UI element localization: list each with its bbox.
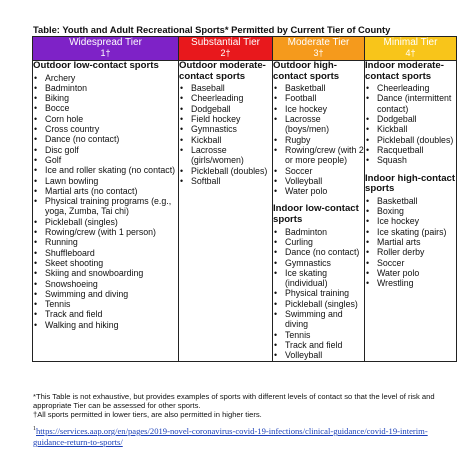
tier-body-row (33, 61, 457, 362)
sport-item: • Walking and hiking (33, 320, 178, 330)
sport-item: • Kickball (179, 135, 272, 145)
sport-item: • Ice skating (individual) (273, 268, 364, 289)
sport-item: • Pickleball (singles) (33, 217, 178, 227)
sport-item: • Basketball (365, 196, 456, 206)
sport-item: • Curling (273, 237, 364, 247)
footnote-lower-tiers: †All sports permitted in lower tiers, are also permitted in higher tiers. (33, 410, 262, 419)
sport-list (273, 83, 364, 196)
tier-table (32, 36, 457, 362)
tier-header-moderate (273, 37, 365, 61)
sport-item: • Snowshoeing (33, 279, 178, 289)
section-heading: Outdoor high-contact sports (273, 60, 340, 82)
tier-name: Moderate Tier (287, 37, 350, 48)
tier-name: Widespread Tier (69, 37, 142, 48)
sport-item: • Softball (179, 176, 272, 186)
footnotes (33, 392, 453, 419)
sport-item: • Pickleball (doubles) (179, 166, 272, 176)
sport-item: • Disc golf (33, 145, 178, 155)
sport-item: • Pickleball (singles) (273, 299, 364, 309)
sport-item: • Shuffleboard (33, 248, 178, 258)
sport-list (365, 196, 456, 289)
sport-item: • Ice skating (pairs) (365, 227, 456, 237)
sport-item: • Dance (intermittent contact) (365, 93, 456, 114)
sport-item: • Pickleball (doubles) (365, 135, 456, 145)
citation-marker: 1 (33, 426, 36, 432)
sport-item: • Baseball (179, 83, 272, 93)
sport-list (273, 227, 364, 361)
sport-item: • Biking (33, 93, 178, 103)
sport-item: • Track and field (273, 340, 364, 350)
tier-marker: 1† (100, 48, 111, 58)
sport-item: • Kickball (365, 124, 456, 134)
sport-item: • Golf (33, 155, 178, 165)
sport-item: • Badminton (273, 227, 364, 237)
sport-item: • Corn hole (33, 114, 178, 124)
section-heading: Indoor moderate-contact sports (365, 60, 444, 82)
tier-name: Substantial Tier (191, 37, 260, 48)
sport-item: • Tennis (273, 330, 364, 340)
sport-item: • Running (33, 237, 178, 247)
sport-item: • Basketball (273, 83, 364, 93)
sport-item: • Wrestling (365, 278, 456, 288)
tier-header-minimal (365, 37, 457, 61)
sport-item: • Lacrosse (girls/women) (179, 145, 272, 166)
sport-item: • Soccer (273, 166, 364, 176)
sport-item: • Volleyball (273, 350, 364, 360)
sport-item: • Physical training (273, 288, 364, 298)
section-heading: Outdoor low-contact sports (33, 60, 159, 71)
sport-item: • Squash (365, 155, 456, 165)
sport-item: • Archery (33, 73, 178, 83)
sport-item: • Lacrosse (boys/men) (273, 114, 364, 135)
tier-marker: 2† (220, 48, 231, 58)
sport-item: • Dodgeball (365, 114, 456, 124)
sport-item: • Swimming and diving (33, 289, 178, 299)
sport-item: • Soccer (365, 258, 456, 268)
sport-item: • Ice hockey (365, 216, 456, 226)
sport-item: • Martial arts (no contact) (33, 186, 178, 196)
sport-item: • Martial arts (365, 237, 456, 247)
section-heading: Outdoor moderate-contact sports (179, 60, 266, 82)
sport-item: • Dance (no contact) (273, 247, 364, 257)
sport-item: • Swimming and diving (273, 309, 364, 330)
sport-item: • Football (273, 93, 364, 103)
tier-header-row (33, 37, 457, 61)
sport-item: • Cheerleading (365, 83, 456, 93)
sport-item: • Badminton (33, 83, 178, 93)
tier-column-moderate (273, 61, 365, 362)
table-title: Table: Youth and Adult Recreational Sports* Permitted by Current Tier of County (33, 24, 391, 35)
tier-marker: 3† (313, 48, 324, 58)
sport-item: • Roller derby (365, 247, 456, 257)
sport-item: • Track and field (33, 309, 178, 319)
sport-item: • Skiing and snowboarding (33, 268, 178, 278)
sport-item: • Gymnastics (179, 124, 272, 134)
tier-column-widespread (33, 61, 179, 362)
sport-list (33, 73, 178, 330)
sport-item: • Ice and roller skating (no contact) (33, 165, 178, 175)
sport-item: • Field hockey (179, 114, 272, 124)
tier-column-substantial (179, 61, 273, 362)
sport-item: • Gymnastics (273, 258, 364, 268)
sport-item: • Tennis (33, 299, 178, 309)
sport-item: • Rowing/crew (with 2 or more people) (273, 145, 364, 166)
sport-item: • Racquetball (365, 145, 456, 155)
sport-item: • Volleyball (273, 176, 364, 186)
sport-item: • Skeet shooting (33, 258, 178, 268)
tier-column-minimal (365, 61, 457, 362)
sport-item: • Cheerleading (179, 93, 272, 103)
tier-header-substantial (179, 37, 273, 61)
tier-header-widespread (33, 37, 179, 61)
tier-marker: 4† (405, 48, 416, 58)
sport-item: • Physical training programs (e.g., yoga, Zumba, Tai chi) (33, 196, 178, 217)
sport-item: • Dodgeball (179, 104, 272, 114)
sport-item: • Cross country (33, 124, 178, 134)
section-heading: Indoor low-contact sports (273, 203, 359, 226)
sport-item: • Rowing/crew (with 1 person) (33, 227, 178, 237)
sport-item: • Dance (no contact) (33, 134, 178, 144)
sport-item: • Water polo (273, 186, 364, 196)
citation (33, 424, 453, 448)
tier-name: Minimal Tier (383, 37, 438, 48)
sport-list (179, 83, 272, 186)
sport-item: • Bocce (33, 103, 178, 113)
sport-item: • Rugby (273, 135, 364, 145)
section-heading: Indoor high-contact sports (365, 172, 456, 195)
sport-item: • Water polo (365, 268, 456, 278)
sport-item: • Ice hockey (273, 104, 364, 114)
sport-item: • Boxing (365, 206, 456, 216)
citation-link[interactable]: https://services.aap.org/en/pages/2019-novel-coronavirus-covid-19-infections/clinical-guidance/covid-19-interim-guidance-return-to-sports/ (33, 425, 428, 447)
footnote-not-exhaustive: *This Table is not exhaustive, but provides examples of sports with different levels of contact so that the level of risk and appropriate Tier can be assessed for other sports. (33, 392, 435, 410)
sport-item: • Lawn bowling (33, 176, 178, 186)
sport-list (365, 83, 456, 165)
